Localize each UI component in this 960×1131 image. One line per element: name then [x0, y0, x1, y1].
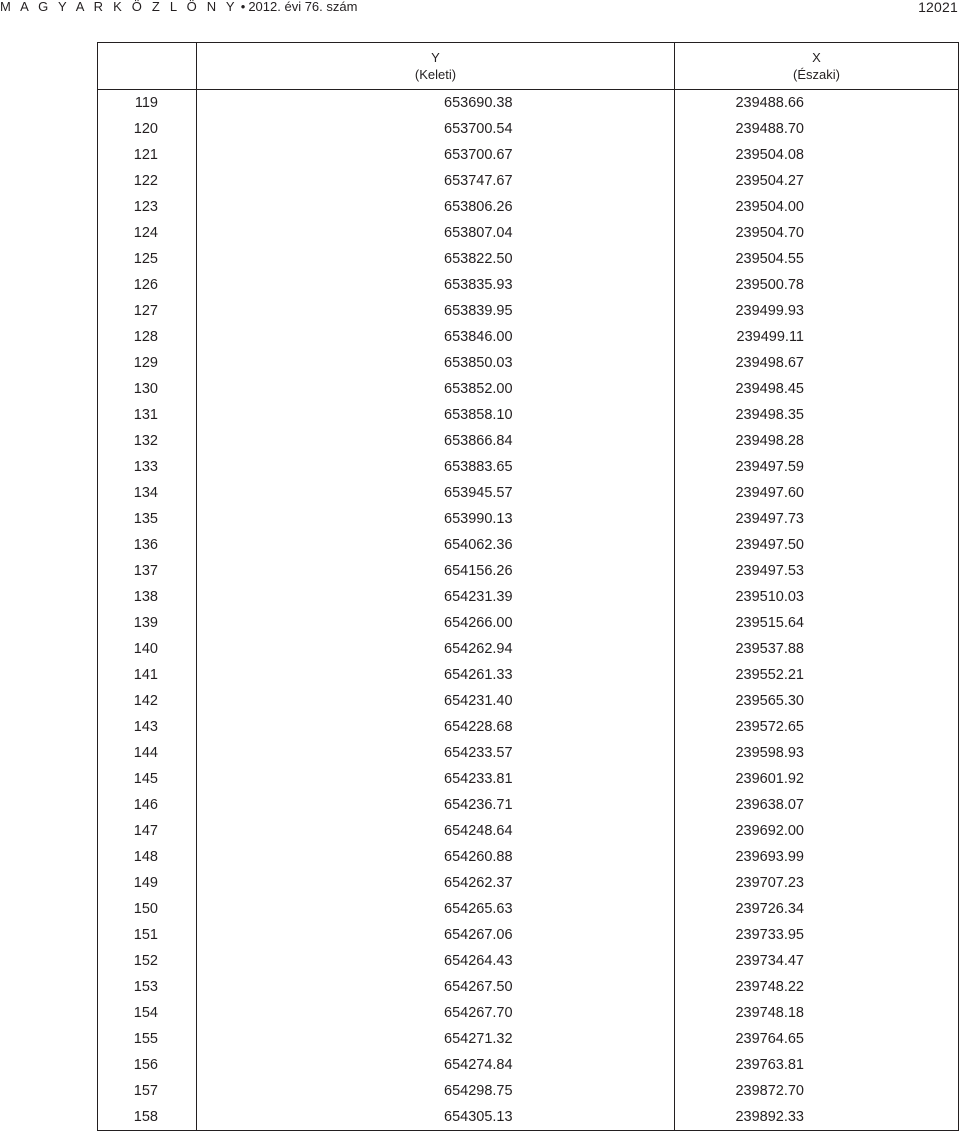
y-coordinate-cell: 653806.26: [197, 194, 675, 220]
table-row: [98, 766, 959, 792]
y-coordinate-cell: 654062.36: [197, 532, 675, 558]
point-id-cell: 127: [98, 298, 197, 324]
y-coordinate-cell: 654261.33: [197, 662, 675, 688]
point-id-cell: 149: [98, 870, 197, 896]
point-id-cell: 146: [98, 792, 197, 818]
y-coordinate-cell: 654156.26: [197, 558, 675, 584]
table-row: [98, 90, 959, 117]
table-row: [98, 532, 959, 558]
y-coordinate-cell: 654262.94: [197, 636, 675, 662]
point-id-cell: 147: [98, 818, 197, 844]
y-coordinate-cell: 654265.63: [197, 896, 675, 922]
point-id-cell: 155: [98, 1026, 197, 1052]
point-id-cell: 122: [98, 168, 197, 194]
point-id-cell: 156: [98, 1052, 197, 1078]
table-row: [98, 194, 959, 220]
y-coordinate-cell: 654233.81: [197, 766, 675, 792]
point-id-cell: 145: [98, 766, 197, 792]
journal-name: M A G Y A R K Ö Z L Ö N Y: [0, 0, 238, 14]
y-coordinate-cell: 654274.84: [197, 1052, 675, 1078]
y-coordinate-cell: 654233.57: [197, 740, 675, 766]
x-coordinate-cell: 239499.11: [675, 324, 959, 350]
x-coordinate-cell: 239504.27: [675, 168, 959, 194]
table-row: [98, 844, 959, 870]
point-id-cell: 130: [98, 376, 197, 402]
journal-issue: 2012. évi 76. szám: [248, 0, 358, 14]
header-x-coordinate: [675, 43, 959, 90]
y-coordinate-cell: 654298.75: [197, 1078, 675, 1104]
running-header: [0, 0, 960, 16]
table-row: [98, 376, 959, 402]
point-id-cell: 144: [98, 740, 197, 766]
y-coordinate-cell: 654305.13: [197, 1104, 675, 1131]
point-id-cell: 134: [98, 480, 197, 506]
table-row: [98, 402, 959, 428]
point-id-cell: 126: [98, 272, 197, 298]
y-coordinate-cell: 654267.06: [197, 922, 675, 948]
x-coordinate-cell: 239892.33: [675, 1104, 959, 1131]
x-coordinate-cell: 239497.73: [675, 506, 959, 532]
table-row: [98, 792, 959, 818]
x-coordinate-cell: 239504.55: [675, 246, 959, 272]
x-coordinate-cell: 239497.59: [675, 454, 959, 480]
point-id-cell: 151: [98, 922, 197, 948]
table-row: [98, 116, 959, 142]
table-row: [98, 922, 959, 948]
x-coordinate-cell: 239638.07: [675, 792, 959, 818]
header-y-desc: (Keleti): [414, 67, 457, 82]
point-id-cell: 133: [98, 454, 197, 480]
table-row: [98, 350, 959, 376]
point-id-cell: 143: [98, 714, 197, 740]
x-coordinate-cell: 239499.93: [675, 298, 959, 324]
y-coordinate-cell: 654231.40: [197, 688, 675, 714]
table-row: [98, 1104, 959, 1131]
y-coordinate-cell: 653690.38: [197, 90, 675, 117]
point-id-cell: 153: [98, 974, 197, 1000]
point-id-cell: 132: [98, 428, 197, 454]
x-coordinate-cell: 239748.18: [675, 1000, 959, 1026]
x-coordinate-cell: 239726.34: [675, 896, 959, 922]
table-row: [98, 1078, 959, 1104]
y-coordinate-cell: 653990.13: [197, 506, 675, 532]
point-id-cell: 139: [98, 610, 197, 636]
x-coordinate-cell: 239601.92: [675, 766, 959, 792]
y-coordinate-cell: 654260.88: [197, 844, 675, 870]
y-coordinate-cell: 654267.50: [197, 974, 675, 1000]
table-row: [98, 428, 959, 454]
table-row: [98, 870, 959, 896]
header-point-id: [98, 43, 197, 90]
point-id-cell: 138: [98, 584, 197, 610]
header-x-axis: X: [812, 50, 821, 65]
x-coordinate-cell: 239510.03: [675, 584, 959, 610]
x-coordinate-cell: 239734.47: [675, 948, 959, 974]
y-coordinate-cell: 653807.04: [197, 220, 675, 246]
point-id-cell: 135: [98, 506, 197, 532]
point-id-cell: 119: [98, 90, 197, 117]
x-coordinate-cell: 239707.23: [675, 870, 959, 896]
x-coordinate-cell: 239497.50: [675, 532, 959, 558]
table-row: [98, 1026, 959, 1052]
y-coordinate-cell: 653835.93: [197, 272, 675, 298]
table-row: [98, 740, 959, 766]
table-row: [98, 948, 959, 974]
x-coordinate-cell: 239872.70: [675, 1078, 959, 1104]
table-row: [98, 220, 959, 246]
y-coordinate-cell: 653700.67: [197, 142, 675, 168]
header-y-axis: Y: [431, 50, 440, 65]
table-row: [98, 714, 959, 740]
x-coordinate-cell: 239552.21: [675, 662, 959, 688]
x-coordinate-cell: 239500.78: [675, 272, 959, 298]
y-coordinate-cell: 653866.84: [197, 428, 675, 454]
x-coordinate-cell: 239733.95: [675, 922, 959, 948]
point-id-cell: 141: [98, 662, 197, 688]
y-coordinate-cell: 653700.54: [197, 116, 675, 142]
coordinate-table: [97, 42, 959, 1131]
separator-bullet: •: [240, 0, 246, 14]
table-row: [98, 298, 959, 324]
point-id-cell: 152: [98, 948, 197, 974]
y-coordinate-cell: 653846.00: [197, 324, 675, 350]
table-row: [98, 974, 959, 1000]
point-id-cell: 136: [98, 532, 197, 558]
y-coordinate-cell: 654262.37: [197, 870, 675, 896]
table-header-row: [98, 43, 959, 90]
header-y-coordinate: [197, 43, 675, 90]
header-x-desc: (Északi): [793, 67, 840, 82]
x-coordinate-cell: 239537.88: [675, 636, 959, 662]
x-coordinate-cell: 239498.28: [675, 428, 959, 454]
x-coordinate-cell: 239748.22: [675, 974, 959, 1000]
x-coordinate-cell: 239598.93: [675, 740, 959, 766]
x-coordinate-cell: 239692.00: [675, 818, 959, 844]
x-coordinate-cell: 239764.65: [675, 1026, 959, 1052]
x-coordinate-cell: 239565.30: [675, 688, 959, 714]
x-coordinate-cell: 239572.65: [675, 714, 959, 740]
table-row: [98, 558, 959, 584]
table-row: [98, 272, 959, 298]
x-coordinate-cell: 239498.35: [675, 402, 959, 428]
y-coordinate-cell: 654271.32: [197, 1026, 675, 1052]
x-coordinate-cell: 239515.64: [675, 610, 959, 636]
x-coordinate-cell: 239498.67: [675, 350, 959, 376]
point-id-cell: 123: [98, 194, 197, 220]
table-row: [98, 1000, 959, 1026]
x-coordinate-cell: 239488.70: [675, 116, 959, 142]
table-row: [98, 584, 959, 610]
y-coordinate-cell: 654267.70: [197, 1000, 675, 1026]
journal-title: [0, 0, 357, 14]
y-coordinate-cell: 654266.00: [197, 610, 675, 636]
y-coordinate-cell: 653852.00: [197, 376, 675, 402]
table-row: [98, 246, 959, 272]
point-id-cell: 124: [98, 220, 197, 246]
point-id-cell: 120: [98, 116, 197, 142]
x-coordinate-cell: 239504.00: [675, 194, 959, 220]
table-row: [98, 324, 959, 350]
table-row: [98, 142, 959, 168]
point-id-cell: 125: [98, 246, 197, 272]
point-id-cell: 154: [98, 1000, 197, 1026]
y-coordinate-cell: 653850.03: [197, 350, 675, 376]
y-coordinate-cell: 653839.95: [197, 298, 675, 324]
y-coordinate-cell: 654236.71: [197, 792, 675, 818]
table-row: [98, 636, 959, 662]
table-row: [98, 662, 959, 688]
table-row: [98, 818, 959, 844]
y-coordinate-cell: 654248.64: [197, 818, 675, 844]
y-coordinate-cell: 653822.50: [197, 246, 675, 272]
y-coordinate-cell: 654228.68: [197, 714, 675, 740]
y-coordinate-cell: 653747.67: [197, 168, 675, 194]
point-id-cell: 128: [98, 324, 197, 350]
table-body: [98, 90, 959, 1131]
table-row: [98, 480, 959, 506]
y-coordinate-cell: 653883.65: [197, 454, 675, 480]
x-coordinate-cell: 239497.60: [675, 480, 959, 506]
x-coordinate-cell: 239498.45: [675, 376, 959, 402]
point-id-cell: 142: [98, 688, 197, 714]
point-id-cell: 137: [98, 558, 197, 584]
y-coordinate-cell: 653945.57: [197, 480, 675, 506]
table-row: [98, 688, 959, 714]
table-row: [98, 506, 959, 532]
point-id-cell: 140: [98, 636, 197, 662]
table-row: [98, 454, 959, 480]
table-row: [98, 1052, 959, 1078]
point-id-cell: 148: [98, 844, 197, 870]
point-id-cell: 129: [98, 350, 197, 376]
page-number: 12021: [918, 0, 958, 15]
x-coordinate-cell: 239497.53: [675, 558, 959, 584]
x-coordinate-cell: 239504.70: [675, 220, 959, 246]
x-coordinate-cell: 239763.81: [675, 1052, 959, 1078]
point-id-cell: 121: [98, 142, 197, 168]
point-id-cell: 150: [98, 896, 197, 922]
point-id-cell: 157: [98, 1078, 197, 1104]
y-coordinate-cell: 654231.39: [197, 584, 675, 610]
table-row: [98, 610, 959, 636]
x-coordinate-cell: 239693.99: [675, 844, 959, 870]
table-row: [98, 168, 959, 194]
x-coordinate-cell: 239488.66: [675, 90, 959, 117]
point-id-cell: 131: [98, 402, 197, 428]
y-coordinate-cell: 654264.43: [197, 948, 675, 974]
point-id-cell: 158: [98, 1104, 197, 1131]
table-row: [98, 896, 959, 922]
y-coordinate-cell: 653858.10: [197, 402, 675, 428]
x-coordinate-cell: 239504.08: [675, 142, 959, 168]
